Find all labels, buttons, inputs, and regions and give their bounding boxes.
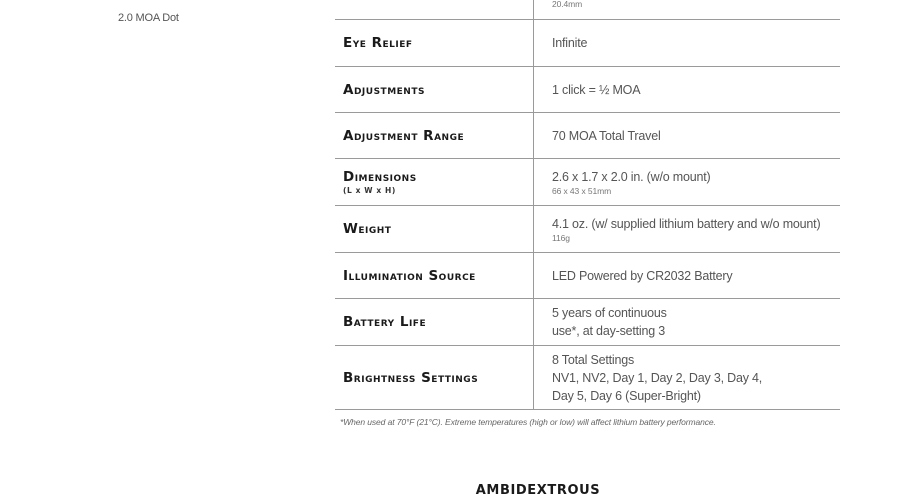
spec-value: 2.6 x 1.7 x 2.0 in. (w/o mount) [552, 170, 711, 184]
spec-label: Dimensions [343, 169, 417, 185]
spec-table [335, 0, 840, 410]
spec-label-cell [335, 206, 534, 252]
spec-value-cell [534, 159, 840, 205]
spec-label-cell [335, 253, 534, 298]
spec-label-cell [335, 299, 534, 345]
spec-label-cell [335, 346, 534, 409]
spec-label: Battery Life [343, 314, 427, 330]
spec-value-cell [534, 299, 840, 345]
spec-label-cell [335, 159, 534, 205]
spec-value-line: 8 Total Settings [552, 352, 635, 367]
spec-row [335, 253, 840, 299]
spec-label-cell [335, 67, 534, 112]
spec-label: Brightness Settings [343, 369, 479, 386]
spec-row [335, 0, 840, 20]
spec-value-cell [534, 346, 840, 409]
spec-label: Illumination Source [343, 267, 476, 284]
spec-label: Adjustments [343, 81, 425, 98]
spec-label-cell [335, 113, 534, 158]
spec-value: 4.1 oz. (w/ supplied lithium battery and w/o mount) [552, 217, 821, 231]
spec-value-cell [534, 0, 840, 19]
section-heading: AMBIDEXTROUS [475, 483, 601, 498]
spec-value: 1 click = ½ MOA [552, 82, 641, 97]
spec-value: LED Powered by CR2032 Battery [552, 268, 733, 283]
spec-value-sub: 20.4mm [552, 0, 583, 9]
spec-row [335, 159, 840, 206]
spec-label-sub: (L x W x H) [343, 186, 396, 195]
spec-label: Weight [343, 221, 392, 237]
spec-value-cell [534, 113, 840, 158]
spec-row [335, 206, 840, 253]
spec-value-sub: 116g [552, 233, 570, 243]
spec-label: Adjustment Range [343, 127, 465, 144]
spec-value-sub: 66 x 43 x 51mm [552, 186, 612, 196]
spec-value: Infinite [552, 36, 588, 50]
spec-value-line: use*, at day-setting 3 [552, 324, 666, 338]
spec-label-cell [335, 0, 534, 19]
spec-label: Eye Relief [343, 35, 413, 51]
spec-label-cell [335, 20, 534, 66]
spec-value-cell [534, 253, 840, 298]
spec-value-line: 5 years of continuous [552, 306, 667, 320]
spec-value-cell [534, 67, 840, 112]
footnote: *When used at 70°F (21°C). Extreme temperatures (high or low) will affect lithium battery performance. [340, 417, 716, 427]
spec-row [335, 20, 840, 67]
spec-value-cell [534, 206, 840, 252]
spec-value: 70 MOA Total Travel [552, 128, 661, 143]
spec-value-cell [534, 20, 840, 66]
spec-row [335, 299, 840, 346]
spec-value-line: Day 5, Day 6 (Super-Bright) [552, 388, 701, 403]
spec-row [335, 346, 840, 410]
spec-row [335, 113, 840, 159]
spec-value-line: NV1, NV2, Day 1, Day 2, Day 3, Day 4, [552, 370, 763, 385]
spec-row [335, 67, 840, 113]
left-note: 2.0 MOA Dot [118, 12, 179, 24]
